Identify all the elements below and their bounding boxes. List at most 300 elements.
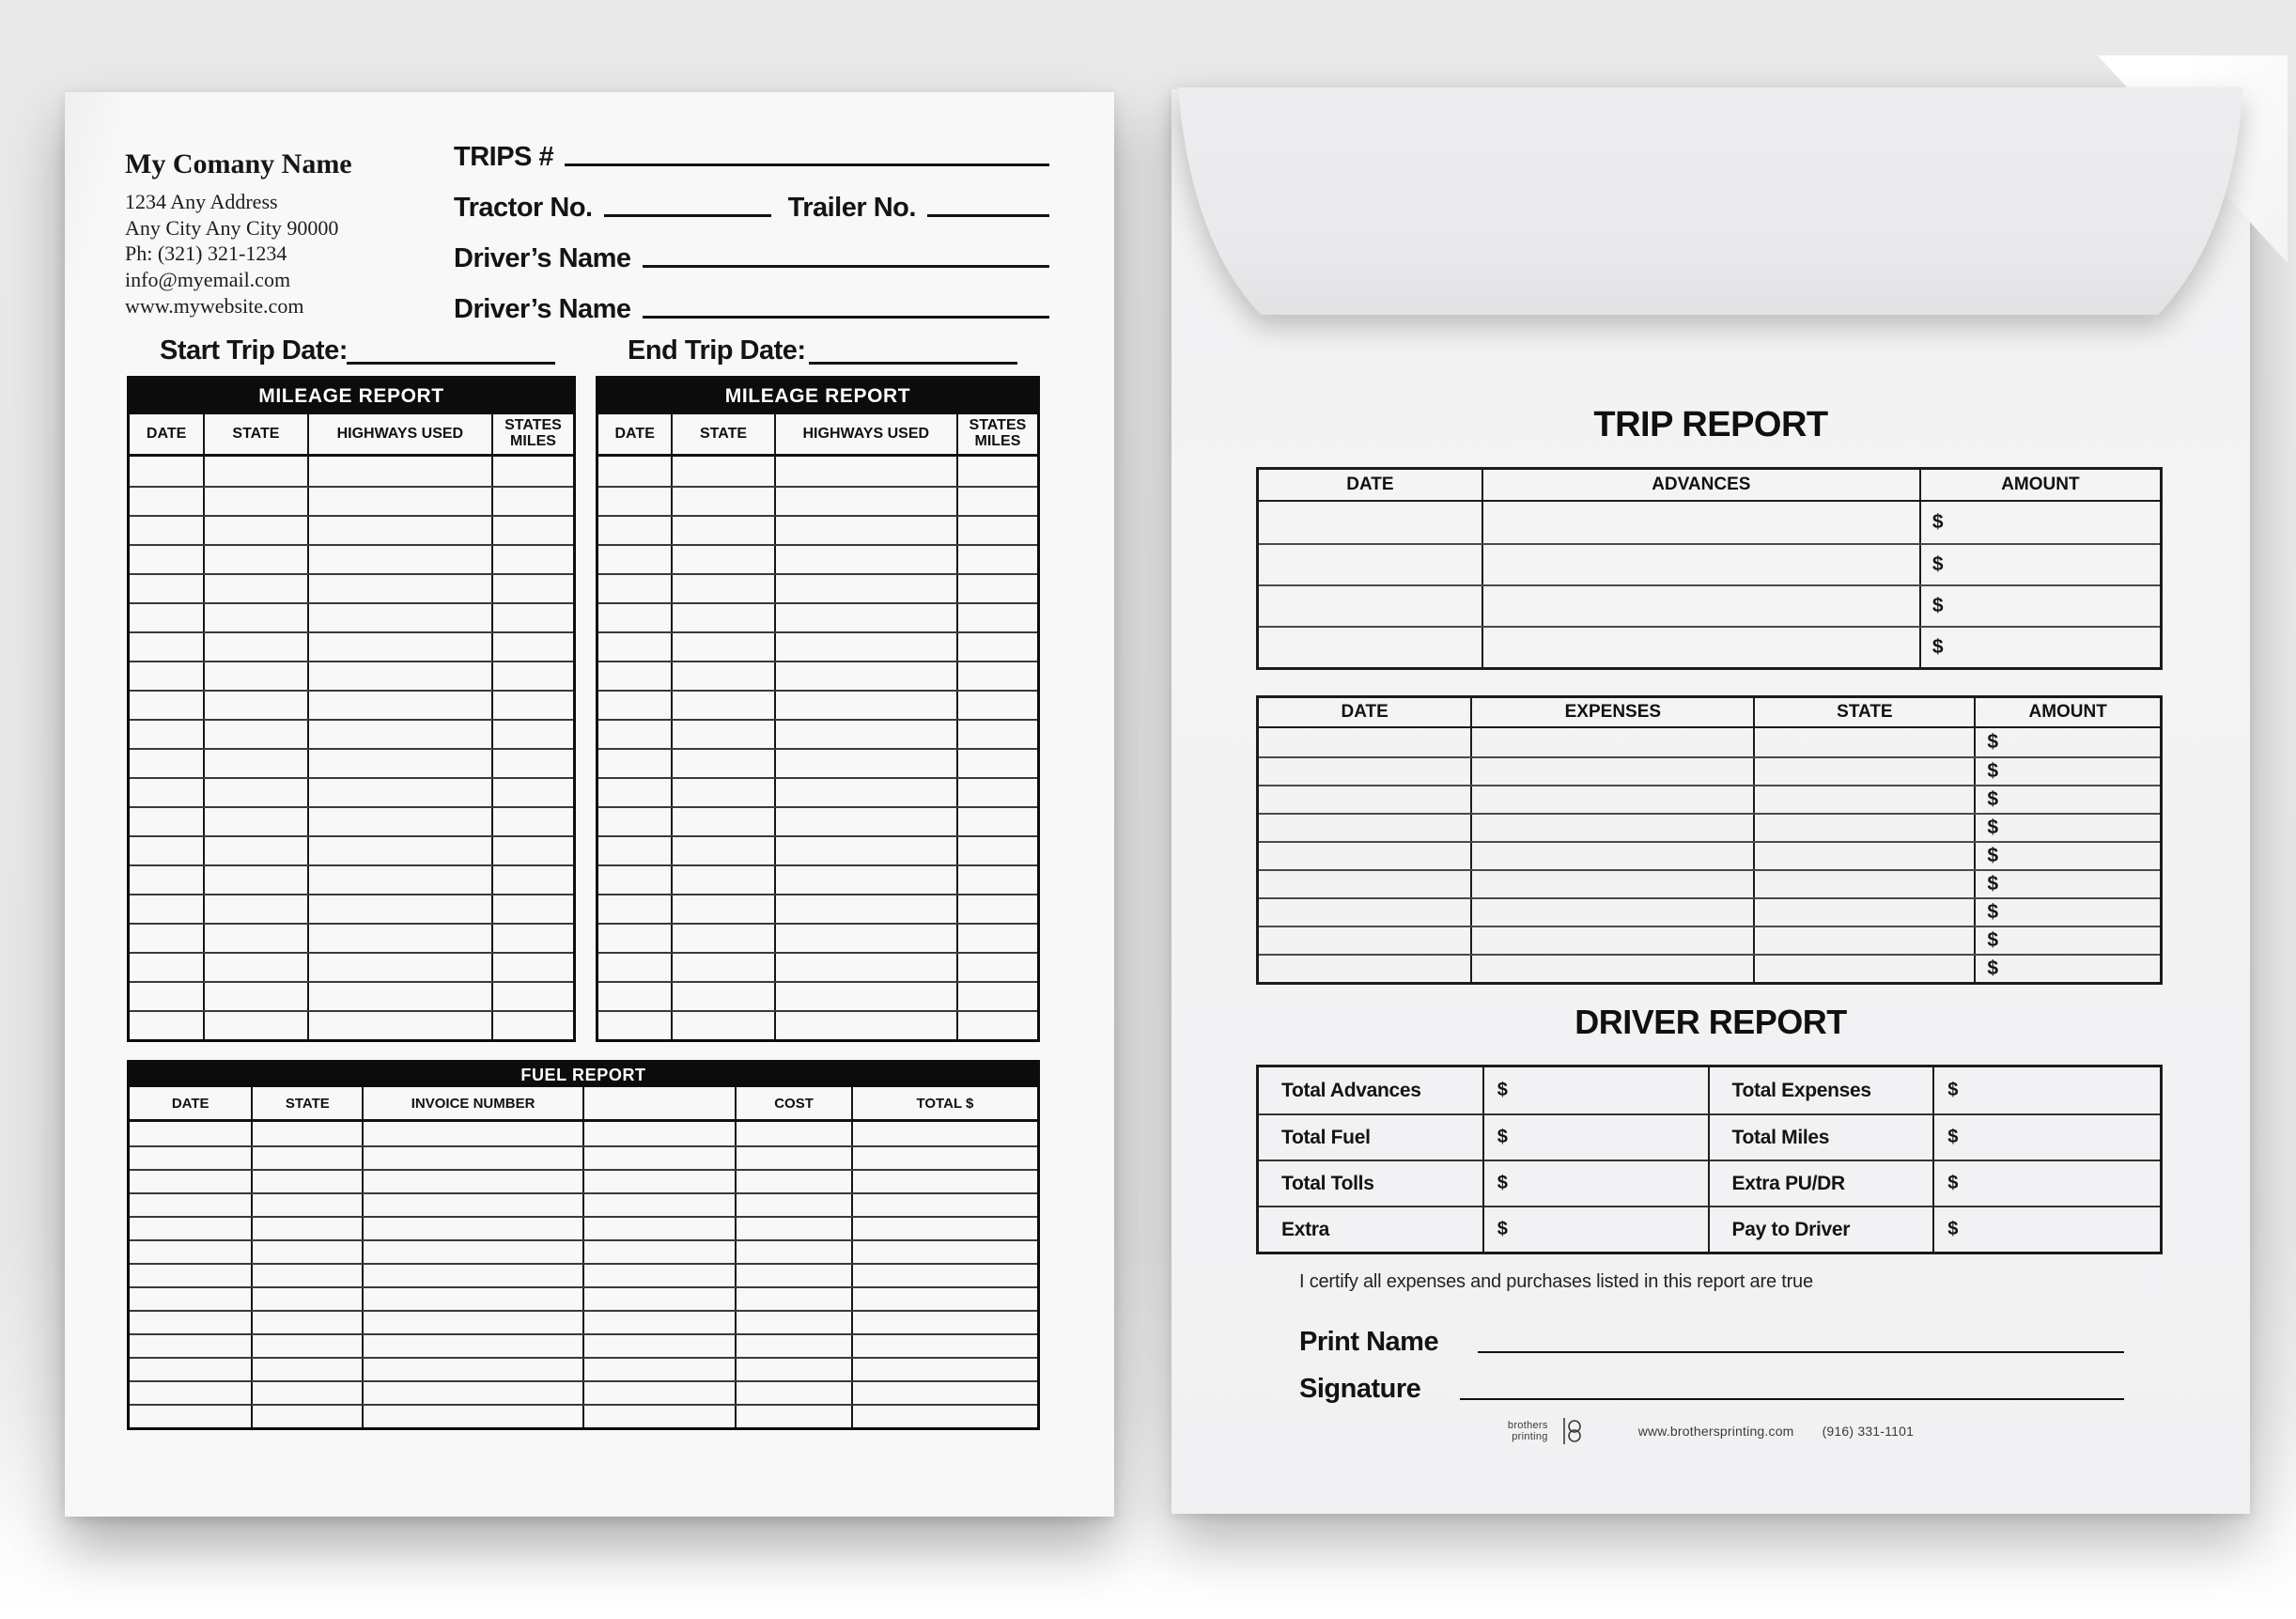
empty-cell[interactable] — [253, 1122, 364, 1145]
empty-cell[interactable] — [205, 866, 308, 894]
empty-cell[interactable] — [493, 692, 573, 719]
empty-cell[interactable] — [130, 954, 205, 981]
driver-report-amount-cell[interactable]: $ — [1934, 1113, 2160, 1160]
empty-cell[interactable] — [493, 750, 573, 777]
empty-cell[interactable] — [130, 457, 205, 486]
empty-cell[interactable] — [130, 604, 205, 631]
empty-cell[interactable] — [253, 1359, 364, 1380]
empty-cell[interactable] — [364, 1312, 584, 1333]
empty-cell[interactable] — [1259, 728, 1472, 756]
empty-cell[interactable] — [958, 488, 1037, 515]
empty-cell[interactable] — [1755, 843, 1976, 869]
empty-cell[interactable] — [253, 1406, 364, 1427]
empty-cell[interactable] — [598, 954, 673, 981]
empty-cell[interactable] — [364, 1122, 584, 1145]
driver-report-amount-cell[interactable]: $ — [1934, 1206, 2160, 1252]
empty-cell[interactable] — [205, 954, 308, 981]
empty-cell[interactable] — [737, 1194, 853, 1216]
empty-cell[interactable] — [776, 808, 958, 835]
empty-cell[interactable] — [673, 546, 775, 573]
empty-cell[interactable] — [493, 808, 573, 835]
empty-cell[interactable] — [493, 575, 573, 602]
empty-cell[interactable] — [309, 925, 493, 952]
driver-report-amount-cell[interactable]: $ — [1934, 1160, 2160, 1206]
empty-cell[interactable] — [205, 808, 308, 835]
empty-cell[interactable] — [1755, 728, 1976, 756]
empty-cell[interactable] — [364, 1194, 584, 1216]
empty-cell[interactable] — [364, 1147, 584, 1169]
empty-cell[interactable] — [853, 1335, 1037, 1357]
empty-cell[interactable] — [253, 1288, 364, 1310]
empty-cell[interactable] — [1755, 927, 1976, 954]
empty-cell[interactable] — [598, 575, 673, 602]
empty-cell[interactable] — [309, 457, 493, 486]
empty-cell[interactable] — [205, 895, 308, 923]
empty-cell[interactable] — [364, 1359, 584, 1380]
empty-cell[interactable] — [253, 1194, 364, 1216]
empty-cell[interactable] — [130, 1122, 253, 1145]
empty-cell[interactable] — [673, 983, 775, 1010]
empty-cell[interactable] — [364, 1265, 584, 1286]
empty-cell[interactable] — [130, 808, 205, 835]
empty-cell[interactable] — [205, 662, 308, 690]
driver-report-amount-cell[interactable]: $ — [1484, 1067, 1710, 1113]
empty-cell[interactable] — [776, 779, 958, 806]
empty-cell[interactable] — [673, 925, 775, 952]
empty-cell[interactable] — [364, 1171, 584, 1192]
empty-cell[interactable] — [493, 983, 573, 1010]
empty-cell[interactable] — [584, 1241, 737, 1263]
empty-cell[interactable] — [130, 488, 205, 515]
empty-cell[interactable] — [598, 808, 673, 835]
empty-cell[interactable] — [493, 1012, 573, 1039]
empty-cell[interactable] — [958, 662, 1037, 690]
empty-cell[interactable] — [130, 1288, 253, 1310]
empty-cell[interactable] — [130, 1312, 253, 1333]
empty-cell[interactable] — [853, 1171, 1037, 1192]
empty-cell[interactable] — [1259, 956, 1472, 982]
empty-cell[interactable] — [737, 1288, 853, 1310]
empty-cell[interactable] — [598, 604, 673, 631]
empty-cell[interactable] — [309, 866, 493, 894]
empty-cell[interactable] — [958, 954, 1037, 981]
empty-cell[interactable] — [737, 1406, 853, 1427]
empty-cell[interactable] — [1755, 871, 1976, 897]
empty-cell[interactable] — [737, 1171, 853, 1192]
empty-cell[interactable] — [853, 1312, 1037, 1333]
empty-cell[interactable] — [958, 457, 1037, 486]
empty-cell[interactable] — [737, 1382, 853, 1404]
empty-cell[interactable] — [1755, 786, 1976, 813]
empty-cell[interactable] — [130, 1406, 253, 1427]
empty-cell[interactable] — [853, 1382, 1037, 1404]
empty-cell[interactable] — [130, 1382, 253, 1404]
empty-cell[interactable] — [853, 1147, 1037, 1169]
empty-cell[interactable] — [776, 662, 958, 690]
empty-cell[interactable] — [493, 954, 573, 981]
empty-cell[interactable] — [598, 895, 673, 923]
empty-cell[interactable] — [364, 1218, 584, 1239]
empty-cell[interactable] — [493, 721, 573, 748]
empty-cell[interactable] — [130, 546, 205, 573]
print-name-line[interactable] — [1478, 1351, 2124, 1353]
empty-cell[interactable] — [205, 983, 308, 1010]
empty-cell[interactable] — [1259, 586, 1483, 626]
empty-cell[interactable] — [776, 604, 958, 631]
empty-cell[interactable] — [130, 925, 205, 952]
empty-cell[interactable] — [776, 895, 958, 923]
empty-cell[interactable] — [958, 546, 1037, 573]
empty-cell[interactable] — [673, 1012, 775, 1039]
empty-cell[interactable] — [673, 662, 775, 690]
empty-cell[interactable] — [598, 779, 673, 806]
empty-cell[interactable] — [673, 488, 775, 515]
empty-cell[interactable] — [737, 1312, 853, 1333]
empty-cell[interactable] — [776, 925, 958, 952]
amount-cell[interactable]: $ — [1987, 929, 1999, 951]
empty-cell[interactable] — [737, 1122, 853, 1145]
empty-cell[interactable] — [1472, 815, 1755, 841]
empty-cell[interactable] — [737, 1241, 853, 1263]
empty-cell[interactable] — [776, 750, 958, 777]
empty-cell[interactable] — [205, 517, 308, 544]
empty-cell[interactable] — [130, 1147, 253, 1169]
empty-cell[interactable] — [584, 1218, 737, 1239]
empty-cell[interactable] — [673, 575, 775, 602]
empty-cell[interactable] — [1483, 586, 1921, 626]
empty-cell[interactable] — [584, 1194, 737, 1216]
empty-cell[interactable] — [309, 546, 493, 573]
empty-cell[interactable] — [205, 750, 308, 777]
empty-cell[interactable] — [776, 457, 958, 486]
empty-cell[interactable] — [1483, 502, 1921, 543]
amount-cell[interactable]: $ — [1987, 901, 1999, 923]
empty-cell[interactable] — [584, 1288, 737, 1310]
empty-cell[interactable] — [598, 837, 673, 864]
empty-cell[interactable] — [309, 954, 493, 981]
empty-cell[interactable] — [673, 954, 775, 981]
empty-cell[interactable] — [1472, 843, 1755, 869]
amount-cell[interactable]: $ — [1931, 595, 1944, 616]
empty-cell[interactable] — [1755, 815, 1976, 841]
driver-name-line-2[interactable] — [643, 316, 1049, 319]
empty-cell[interactable] — [205, 604, 308, 631]
amount-cell[interactable]: $ — [1987, 760, 1999, 782]
signature-line[interactable] — [1460, 1398, 2124, 1400]
empty-cell[interactable] — [493, 837, 573, 864]
empty-cell[interactable] — [493, 604, 573, 631]
empty-cell[interactable] — [673, 750, 775, 777]
empty-cell[interactable] — [1472, 927, 1755, 954]
empty-cell[interactable] — [958, 866, 1037, 894]
empty-cell[interactable] — [309, 895, 493, 923]
empty-cell[interactable] — [853, 1359, 1037, 1380]
empty-cell[interactable] — [958, 895, 1037, 923]
empty-cell[interactable] — [958, 750, 1037, 777]
empty-cell[interactable] — [309, 779, 493, 806]
empty-cell[interactable] — [309, 662, 493, 690]
empty-cell[interactable] — [584, 1382, 737, 1404]
amount-cell[interactable]: $ — [1987, 788, 1999, 810]
empty-cell[interactable] — [1259, 545, 1483, 584]
amount-cell[interactable]: $ — [1987, 845, 1999, 866]
empty-cell[interactable] — [584, 1335, 737, 1357]
empty-cell[interactable] — [1259, 758, 1472, 785]
empty-cell[interactable] — [1483, 628, 1921, 667]
empty-cell[interactable] — [309, 1012, 493, 1039]
empty-cell[interactable] — [130, 1241, 253, 1263]
empty-cell[interactable] — [598, 983, 673, 1010]
empty-cell[interactable] — [205, 692, 308, 719]
amount-cell[interactable]: $ — [1987, 731, 1999, 753]
empty-cell[interactable] — [958, 837, 1037, 864]
empty-cell[interactable] — [1259, 786, 1472, 813]
empty-cell[interactable] — [958, 983, 1037, 1010]
empty-cell[interactable] — [1259, 843, 1472, 869]
empty-cell[interactable] — [493, 779, 573, 806]
empty-cell[interactable] — [737, 1359, 853, 1380]
empty-cell[interactable] — [493, 546, 573, 573]
empty-cell[interactable] — [130, 575, 205, 602]
empty-cell[interactable] — [584, 1171, 737, 1192]
empty-cell[interactable] — [130, 779, 205, 806]
empty-cell[interactable] — [205, 779, 308, 806]
driver-report-amount-cell[interactable]: $ — [1484, 1113, 1710, 1160]
empty-cell[interactable] — [958, 517, 1037, 544]
empty-cell[interactable] — [673, 779, 775, 806]
empty-cell[interactable] — [130, 1335, 253, 1357]
empty-cell[interactable] — [1259, 871, 1472, 897]
empty-cell[interactable] — [130, 721, 205, 748]
empty-cell[interactable] — [130, 1171, 253, 1192]
empty-cell[interactable] — [598, 721, 673, 748]
empty-cell[interactable] — [253, 1312, 364, 1333]
empty-cell[interactable] — [309, 750, 493, 777]
empty-cell[interactable] — [737, 1218, 853, 1239]
empty-cell[interactable] — [598, 866, 673, 894]
empty-cell[interactable] — [130, 1012, 205, 1039]
trailer-number-line[interactable] — [927, 214, 1049, 217]
empty-cell[interactable] — [584, 1312, 737, 1333]
amount-cell[interactable]: $ — [1931, 636, 1944, 658]
empty-cell[interactable] — [364, 1241, 584, 1263]
empty-cell[interactable] — [737, 1147, 853, 1169]
empty-cell[interactable] — [309, 983, 493, 1010]
empty-cell[interactable] — [598, 517, 673, 544]
empty-cell[interactable] — [853, 1288, 1037, 1310]
empty-cell[interactable] — [493, 895, 573, 923]
empty-cell[interactable] — [853, 1241, 1037, 1263]
empty-cell[interactable] — [776, 633, 958, 661]
empty-cell[interactable] — [364, 1288, 584, 1310]
empty-cell[interactable] — [598, 546, 673, 573]
empty-cell[interactable] — [130, 837, 205, 864]
driver-report-amount-cell[interactable]: $ — [1947, 1080, 1959, 1100]
empty-cell[interactable] — [737, 1335, 853, 1357]
empty-cell[interactable] — [776, 837, 958, 864]
empty-cell[interactable] — [673, 866, 775, 894]
empty-cell[interactable] — [1755, 758, 1976, 785]
trips-number-line[interactable] — [565, 163, 1049, 166]
empty-cell[interactable] — [853, 1122, 1037, 1145]
empty-cell[interactable] — [958, 1012, 1037, 1039]
empty-cell[interactable] — [309, 604, 493, 631]
empty-cell[interactable] — [673, 721, 775, 748]
empty-cell[interactable] — [205, 488, 308, 515]
empty-cell[interactable] — [205, 575, 308, 602]
amount-cell[interactable]: $ — [1931, 511, 1944, 533]
empty-cell[interactable] — [205, 457, 308, 486]
empty-cell[interactable] — [598, 1012, 673, 1039]
empty-cell[interactable] — [309, 837, 493, 864]
empty-cell[interactable] — [673, 633, 775, 661]
empty-cell[interactable] — [1472, 899, 1755, 926]
start-trip-date-line[interactable] — [347, 362, 555, 365]
empty-cell[interactable] — [598, 692, 673, 719]
empty-cell[interactable] — [853, 1194, 1037, 1216]
empty-cell[interactable] — [130, 895, 205, 923]
empty-cell[interactable] — [1259, 628, 1483, 667]
empty-cell[interactable] — [958, 633, 1037, 661]
empty-cell[interactable] — [958, 779, 1037, 806]
empty-cell[interactable] — [1483, 545, 1921, 584]
empty-cell[interactable] — [958, 721, 1037, 748]
empty-cell[interactable] — [598, 488, 673, 515]
empty-cell[interactable] — [253, 1241, 364, 1263]
empty-cell[interactable] — [253, 1171, 364, 1192]
empty-cell[interactable] — [598, 750, 673, 777]
empty-cell[interactable] — [673, 895, 775, 923]
empty-cell[interactable] — [1259, 502, 1483, 543]
empty-cell[interactable] — [584, 1359, 737, 1380]
empty-cell[interactable] — [205, 925, 308, 952]
empty-cell[interactable] — [1755, 956, 1976, 982]
empty-cell[interactable] — [1472, 728, 1755, 756]
empty-cell[interactable] — [253, 1265, 364, 1286]
empty-cell[interactable] — [584, 1406, 737, 1427]
empty-cell[interactable] — [776, 488, 958, 515]
empty-cell[interactable] — [205, 837, 308, 864]
empty-cell[interactable] — [130, 1218, 253, 1239]
empty-cell[interactable] — [493, 633, 573, 661]
empty-cell[interactable] — [853, 1265, 1037, 1286]
empty-cell[interactable] — [309, 488, 493, 515]
empty-cell[interactable] — [853, 1218, 1037, 1239]
empty-cell[interactable] — [673, 604, 775, 631]
driver-name-line-1[interactable] — [643, 265, 1049, 268]
empty-cell[interactable] — [205, 1012, 308, 1039]
empty-cell[interactable] — [309, 692, 493, 719]
empty-cell[interactable] — [1472, 786, 1755, 813]
empty-cell[interactable] — [776, 546, 958, 573]
driver-report-amount-cell[interactable]: $ — [1484, 1160, 1710, 1206]
empty-cell[interactable] — [673, 692, 775, 719]
empty-cell[interactable] — [130, 692, 205, 719]
empty-cell[interactable] — [1472, 956, 1755, 982]
empty-cell[interactable] — [1755, 899, 1976, 926]
empty-cell[interactable] — [1472, 871, 1755, 897]
empty-cell[interactable] — [253, 1382, 364, 1404]
empty-cell[interactable] — [253, 1218, 364, 1239]
empty-cell[interactable] — [598, 925, 673, 952]
empty-cell[interactable] — [776, 983, 958, 1010]
empty-cell[interactable] — [493, 517, 573, 544]
empty-cell[interactable] — [737, 1265, 853, 1286]
empty-cell[interactable] — [584, 1147, 737, 1169]
empty-cell[interactable] — [205, 633, 308, 661]
empty-cell[interactable] — [130, 662, 205, 690]
empty-cell[interactable] — [130, 1359, 253, 1380]
empty-cell[interactable] — [130, 1194, 253, 1216]
empty-cell[interactable] — [364, 1335, 584, 1357]
empty-cell[interactable] — [958, 925, 1037, 952]
empty-cell[interactable] — [1259, 899, 1472, 926]
empty-cell[interactable] — [776, 954, 958, 981]
empty-cell[interactable] — [958, 575, 1037, 602]
empty-cell[interactable] — [673, 837, 775, 864]
empty-cell[interactable] — [958, 604, 1037, 631]
empty-cell[interactable] — [309, 808, 493, 835]
empty-cell[interactable] — [309, 721, 493, 748]
empty-cell[interactable] — [130, 983, 205, 1010]
empty-cell[interactable] — [1472, 758, 1755, 785]
empty-cell[interactable] — [958, 692, 1037, 719]
amount-cell[interactable]: $ — [1987, 817, 1999, 838]
empty-cell[interactable] — [1259, 927, 1472, 954]
empty-cell[interactable] — [130, 633, 205, 661]
empty-cell[interactable] — [309, 575, 493, 602]
empty-cell[interactable] — [776, 692, 958, 719]
empty-cell[interactable] — [673, 808, 775, 835]
empty-cell[interactable] — [364, 1382, 584, 1404]
empty-cell[interactable] — [493, 925, 573, 952]
empty-cell[interactable] — [493, 662, 573, 690]
empty-cell[interactable] — [364, 1406, 584, 1427]
empty-cell[interactable] — [205, 546, 308, 573]
empty-cell[interactable] — [776, 517, 958, 544]
amount-cell[interactable]: $ — [1987, 957, 1999, 979]
empty-cell[interactable] — [673, 517, 775, 544]
empty-cell[interactable] — [598, 662, 673, 690]
empty-cell[interactable] — [598, 633, 673, 661]
empty-cell[interactable] — [673, 457, 775, 486]
empty-cell[interactable] — [130, 750, 205, 777]
empty-cell[interactable] — [309, 517, 493, 544]
end-trip-date-line[interactable] — [809, 362, 1017, 365]
empty-cell[interactable] — [584, 1265, 737, 1286]
empty-cell[interactable] — [958, 808, 1037, 835]
empty-cell[interactable] — [1259, 815, 1472, 841]
empty-cell[interactable] — [493, 866, 573, 894]
empty-cell[interactable] — [130, 866, 205, 894]
empty-cell[interactable] — [776, 575, 958, 602]
empty-cell[interactable] — [776, 721, 958, 748]
amount-cell[interactable]: $ — [1931, 553, 1944, 575]
empty-cell[interactable] — [853, 1406, 1037, 1427]
empty-cell[interactable] — [493, 457, 573, 486]
empty-cell[interactable] — [309, 633, 493, 661]
empty-cell[interactable] — [776, 1012, 958, 1039]
empty-cell[interactable] — [584, 1122, 737, 1145]
driver-report-amount-cell[interactable]: $ — [1484, 1206, 1710, 1252]
tractor-number-line[interactable] — [604, 214, 771, 217]
empty-cell[interactable] — [130, 1265, 253, 1286]
empty-cell[interactable] — [598, 457, 673, 486]
empty-cell[interactable] — [253, 1147, 364, 1169]
empty-cell[interactable] — [253, 1335, 364, 1357]
amount-cell[interactable]: $ — [1987, 873, 1999, 895]
empty-cell[interactable] — [776, 866, 958, 894]
